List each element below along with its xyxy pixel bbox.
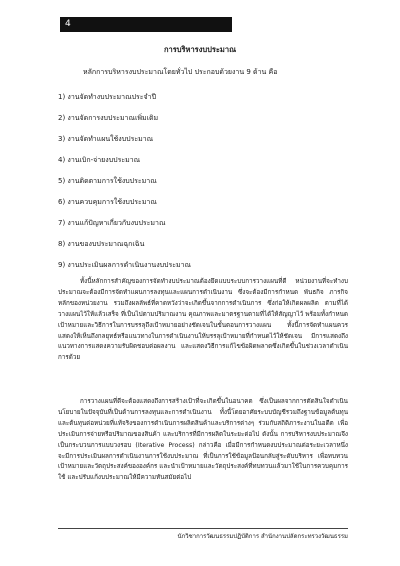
page-number: 4 (65, 19, 71, 29)
body-paragraph: การวางแผนที่ดีจะต้องแสดงถึงการสร้างเป้าที่จะเกิดขึ้นในอนาคต ซึ่งเป็นผลจากการตัดสินใจดำเนินนโยบายในปัจจุบันที่เป็นด้านการลงทุนและการดำเนินงาน ทั้งนี้โดยอาศัยระบบบัญชีรวมถึงฐานข้อมูลต้นทุนและต้นทุนต่อหน่วยที่แท้จริงของการดำเนินการผลิตสินค้าและบริการต่างๆ ร่วมกับสถิติภาระงานในอดีต เพื่อประเมินการจ่ายหรือปริมาณของสินค้า และบริการที่มีการผลิตในระยะต่อไป ดังนั้น การบริหารงบประมาณจึงเป็นกระบวนการแบบวงรอบ (Iterative Process) กล่าวคือ เมื่อมีการกำหนดงบประมาณต่อระยะเวลาหนึ่ง จะมีการประเมินผลการดำเนินงานการใช้งบประมาณ ที่เป็นการใช้ข้อมูลป้อนกลับสู่ระดับบริหาร เพื่อทบทวนเป้าหมายและวัตถุประสงค์ขององค์กร และนำเป้าหมายและวัตถุประสงค์ที่ทบทวนแล้วมาใช้ในการควบคุมการใช้ และปรับแก้งบประมาณให้มีความทันสมัยต่อไป (58, 398, 348, 482)
footer-divider (58, 528, 348, 529)
page-title: การบริหารงบประมาณ (163, 45, 237, 54)
list-item: 4) งานเบิก-จ่ายงบประมาณ (58, 156, 141, 164)
page-footer: นักวิชาการวัฒนธรรมปฏิบัติการ สำนักงานปลัดกระทรวงวัฒนธรรม (177, 533, 348, 540)
list-item: 7) งานแก้ปัญหาเกี่ยวกับงบประมาณ (58, 219, 166, 227)
task-list (58, 92, 358, 281)
list-item: 2) งานจัดการงบประมาณเพิ่มเติม (58, 114, 159, 122)
list-item: 6) งานควบคุมการใช้งบประมาณ (58, 198, 157, 206)
intro-text: หลักการบริหารงบประมาณโดยทั่วไป ประกอบด้วยงาน 9 ด้าน คือ (83, 68, 278, 76)
body-paragraph: ทั้งนี้หลักการสำคัญของการจัดทำงบประมาณต้องยึดแบบระบบการวางแผนที่ดี หน่วยงานที่จะทำงบประมาณจะต้องมีการจัดทำแผนการลงทุนและแผนการดำเนินงาน ซึ่งจะต้องมีการกำหนด พันธกิจ ภารกิจหลักของหน่วยงาน รวมถึงผลลัพธ์ที่คาดหวังว่าจะเกิดขึ้นจากการดำเนินการ ซึ่งก่อให้เกิดผลผลิต ตามที่ได้วางแผนไว้ให้แล้วเสร็จ ที่เป็นไปตามปริมาณงาน คุณภาพและมาตรฐานตามที่ได้ให้สัญญาไว้ พร้อมทั้งกำหนดเป้าหมายและวิธีการในการบรรลุถึงเป้าหมายอย่างชัดเจนในขั้นตอนการวางแผน ทั้งนี้การจัดทำแผนควรแสดงให้เห็นถึงกลยุทธ์หรือแนวทางในการดำเนินงานให้บรรลุเป้าหมายที่กำหนดไว้ให้ชัดเจน มีการแสดงถึงแนวทางการแสดงความรับผิดชอบต่อผลงาน และแสดงวิธีการแก้ไขข้อผิดพลาดซึ่งเกิดขึ้นในช่วงเวลาดำเนินการด้วย (58, 278, 348, 362)
list-item: 9) งานประเมินผลการดำเนินงานงบประมาณ (58, 261, 192, 269)
page-number-tab (60, 17, 232, 32)
list-item: 8) งานของบประมาณฉุกเฉิน (58, 240, 145, 248)
list-item: 1) งานจัดทำงบประมาณประจำปี (58, 93, 157, 101)
list-item: 3) งานจัดทำแผนใช้งบประมาณ (58, 135, 154, 143)
list-item: 5) งานติดตามการใช้งบประมาณ (58, 177, 157, 185)
